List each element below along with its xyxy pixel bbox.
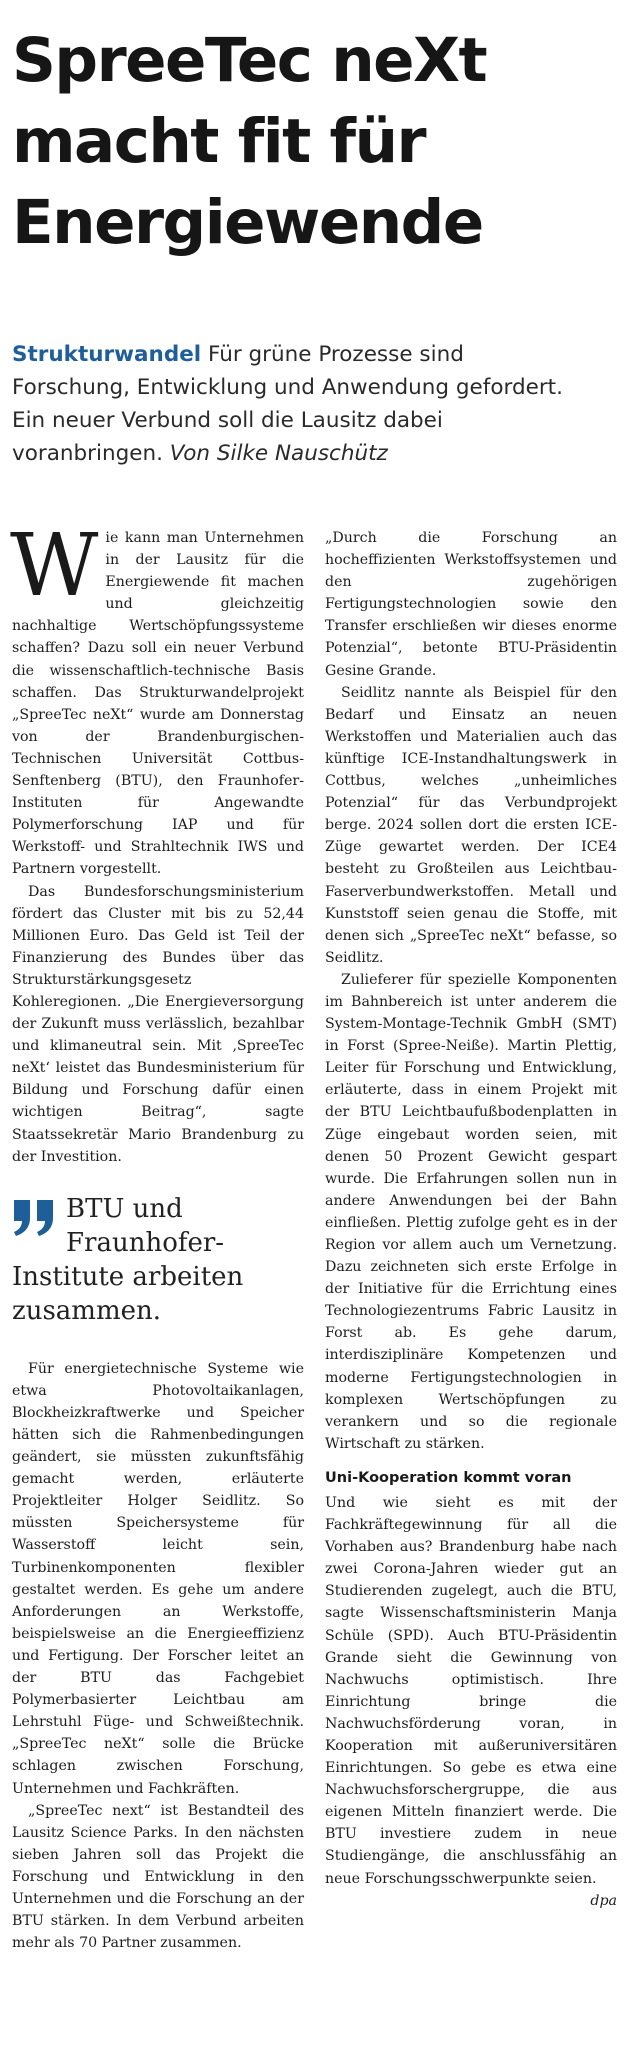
body-paragraph-text: ie kann man Unternehmen in der Lausitz für die Energiewende fit machen und gleichzeitig nachhaltige Wertschöpfungssysteme schaffen? Dazu soll ein neuer Verbund die wissenschaftlich-technische Basis schaffen. Das Strukturwandelprojekt „SpreeTec neXt“ wurde am Donnerstag von der Brandenburgischen-Technischen Universität Cottbus-Senftenberg (BTU), den Fraunhofer-Instituten für Angewandte Polymerforschung IAP und für Werkstoff- und Strahltechnik IWS und Partnern vorgestellt.: [12, 530, 304, 878]
subheading: Uni-Kooperation kommt voran: [325, 1469, 572, 1486]
quote-mark-icon: [12, 1198, 56, 1238]
pullquote-text: BTU und Fraunhofer-Institute arbeiten zusammen.: [12, 1193, 244, 1326]
body-paragraph: Zulieferer für spezielle Komponenten im Bahnbereich ist unter anderem die System-Montage-Technik GmbH (SMT) in Forst (Spree-Neiße). Martin Plettig, Leiter für Forschung und Entwicklung, erläuterte, dass in einem Projekt mit der BTU Leichtbaufußbodenplatten in Züge eingebaut worden seien, mit denen 50 Prozent Gewicht gespart wurde. Die Erfahrungen sollen nun in andere Anwendungen bei der Bahn einfließen. Plettig zufolge geht es in der Region vor allem auch um Vernetzung. Dazu zeichneten sich erste Erfolge in der Initiative für die Errichtung eines Technologiezentrums Fabric Lausitz in Forst ab. Es gehe darum, interdisziplinäre Kompetenzen und moderne Fertigungstechnologien in komplexen Wertschöpfungen zu verankern und so die regionale Wirtschaft zu stärken.: [325, 971, 617, 1452]
kicker: Strukturwandel: [12, 342, 202, 367]
lead-text: Für grüne Prozesse sind Forschung, Entwicklung und Anwendung gefordert. Ein neuer Verbund soll die Lausitz dabei voranbringen.: [12, 342, 563, 466]
right-column: [325, 527, 617, 1912]
body-paragraph: „Durch die Forschung an hocheffizienten Werkstoffsystemen und den zugehörigen Fertigungstechnologien sowie den Transfer erschließen wir dieses enorme Potenzial“, betonte BTU-Präsidentin Gesine Grande.: [325, 530, 617, 679]
agency-credit: dpa: [590, 1892, 617, 1909]
byline: Von Silke Nauschütz: [169, 441, 388, 466]
body-paragraph: Seidlitz nannte als Beispiel für den Bedarf und Einsatz an neuen Werkstoffen und Materialien auch das künftige ICE-Instandhaltungswerk in Cottbus, welches „unheimliches Potenzial“ für das Verbundprojekt berge. 2024 sollen dort die ersten ICE-Züge gewartet werden. Der ICE4 besteht zu Großteilen aus Leichtbau-Faserverbundwerkstoffen. Metall und Kunststoff seien genau die Stoffe, mit denen sich „SpreeTec neXt“ befasse, so Seidlitz.: [325, 684, 617, 966]
lead-paragraph: [12, 338, 572, 470]
body-paragraph-text: Und wie sieht es mit der Fachkräftegewinnung für all die Vorhaben aus? Brandenburg habe nach zwei Corona-Jahren wieder gut an Studierenden zugelegt, auch die BTU, sagte Wissenschaftsministerin Manja Schüle (SPD). Auch BTU-Präsidentin Grande sieht die Gewinnung von Nachwuchs optimistisch. Ihre Einrichtung bringe die Nachwuchsförderung voran, in Kooperation mit außeruniversitären Einrichtungen. So gebe es etwa eine Nachwuchsforschergruppe, die aus eigenen Mitteln finanziert werde. Die BTU investiere zudem in neue Studiengänge, die anschlussfähig an neue Forschungsschwerpunkte seien.: [325, 1494, 617, 1887]
dropcap: W: [10, 516, 99, 616]
body-paragraph: Für energietechnische Systeme wie etwa Photovoltaikanlagen, Blockheizkraftwerke und Speicher hätten sich die Rahmenbedingungen geändert, sie müssten zukunftsfähig gemacht werden, erläuterte Projektleiter Holger Seidlitz. So müssten Speichersysteme für Wasserstoff leicht sein, Turbinenkomponenten flexibler gestaltet werden. Es gehe um andere Anforderungen an Werkstoffe, beispielsweise an die Energieeffizienz und Fertigung. Der Forscher leitet an der BTU das Fachgebiet Polymerbasierter Leichtbau am Lehrstuhl Füge- und Schweißtechnik. „SpreeTec neXt“ solle die Brücke schlagen zwischen Forschung, Unternehmen und Fachkräften.: [12, 1360, 304, 1797]
body-paragraph: [325, 1492, 617, 1909]
pullquote: [12, 1192, 304, 1328]
headline: [12, 20, 622, 263]
body-paragraph: Das Bundesforschungsministerium fördert das Cluster mit bis zu 52,44 Millionen Euro. Das Geld ist Teil der Finanzierung des Bundes über das Strukturstärkungsgesetz Kohleregionen. „Die Energieversorgung der Zukunft muss verlässlich, bezahlbar und klimaneutral sein. Mit ‚SpreeTec neXt‘ leistet das Bundesministerium für Bildung und Forschung dafür einen wichtigen Beitrag“, sagte Staatssekretär Mario Brandenburg zu der Investition.: [12, 883, 304, 1165]
body-paragraph: [10, 516, 304, 881]
body-paragraph: „SpreeTec next“ ist Bestandteil des Lausitz Science Parks. In den nächsten sieben Jahren soll das Projekt die Forschung und Entwicklung in den Unternehmen und die Forschung an der BTU stärken. In dem Verbund arbeiten mehr als 70 Partner zusammen.: [12, 1802, 304, 1952]
headline-line: Energiewende: [12, 187, 483, 258]
left-column: [10, 516, 304, 1954]
headline-line: macht fit für: [12, 106, 426, 177]
headline-line: SpreeTec neXt: [12, 25, 487, 96]
